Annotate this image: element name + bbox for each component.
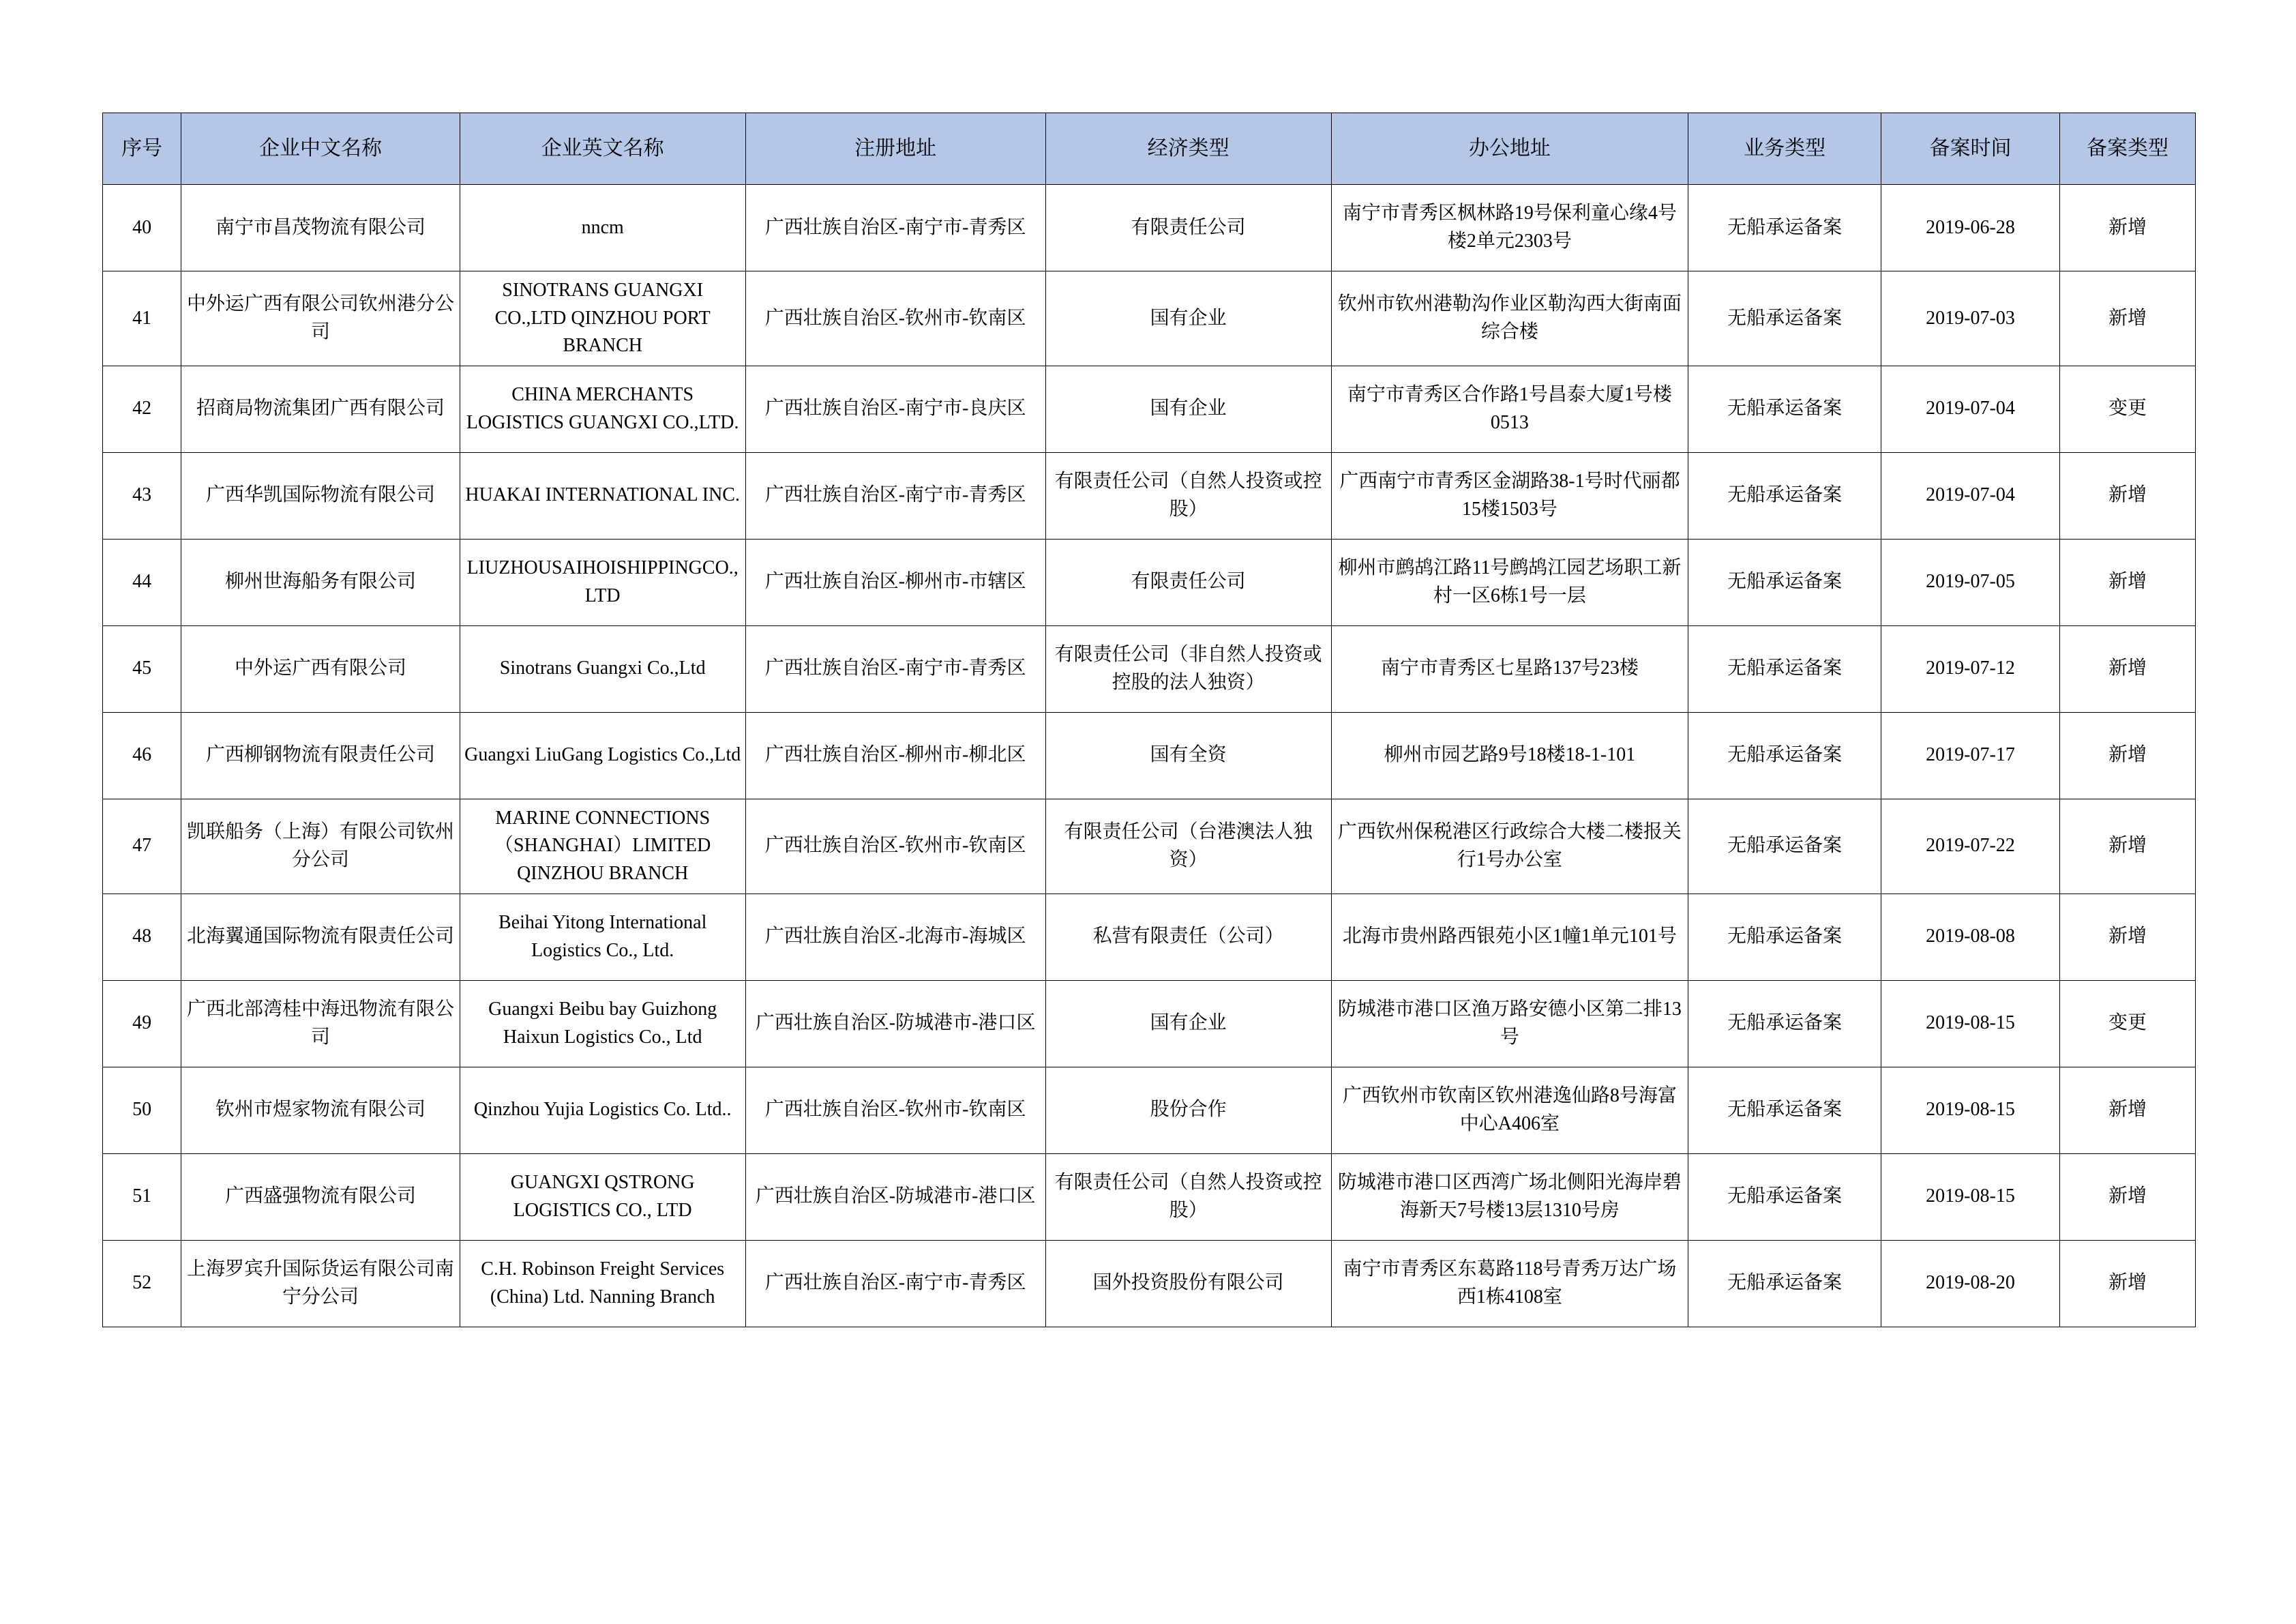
- table-row: [103, 452, 2196, 539]
- cell-economic-type: 有限责任公司: [1045, 539, 1331, 625]
- cell-record-type: 新增: [2059, 799, 2195, 894]
- cell-office-address: 防城港市港口区渔万路安德小区第二排13号: [1331, 980, 1688, 1067]
- table-row: [103, 185, 2196, 271]
- cell-index: 45: [103, 625, 181, 712]
- cell-cn-name: 南宁市昌茂物流有限公司: [181, 185, 460, 271]
- cell-index: 43: [103, 452, 181, 539]
- cell-office-address: 北海市贵州路西银苑小区1幢1单元101号: [1331, 894, 1688, 980]
- cell-office-address: 南宁市青秀区枫林路19号保利童心缘4号楼2单元2303号: [1331, 185, 1688, 271]
- cell-cn-name: 北海翼通国际物流有限责任公司: [181, 894, 460, 980]
- cell-business-type: 无船承运备案: [1688, 452, 1881, 539]
- column-header-en-name: 企业英文名称: [460, 113, 745, 185]
- cell-index: 47: [103, 799, 181, 894]
- table-row: [103, 894, 2196, 980]
- table-row: [103, 625, 2196, 712]
- cell-record-date: 2019-07-17: [1881, 712, 2060, 799]
- cell-cn-name: 上海罗宾升国际货运有限公司南宁分公司: [181, 1240, 460, 1327]
- table-row: [103, 366, 2196, 452]
- cell-business-type: 无船承运备案: [1688, 366, 1881, 452]
- table-row: [103, 539, 2196, 625]
- cell-record-date: 2019-08-20: [1881, 1240, 2060, 1327]
- cell-index: 40: [103, 185, 181, 271]
- table-row: [103, 712, 2196, 799]
- cell-business-type: 无船承运备案: [1688, 799, 1881, 894]
- cell-economic-type: 国外投资股份有限公司: [1045, 1240, 1331, 1327]
- cell-registered-address: 广西壮族自治区-南宁市-青秀区: [745, 625, 1045, 712]
- cell-registered-address: 广西壮族自治区-南宁市-良庆区: [745, 366, 1045, 452]
- column-header-record-date: 备案时间: [1881, 113, 2060, 185]
- cell-record-type: 变更: [2059, 980, 2195, 1067]
- table-row: [103, 271, 2196, 366]
- cell-office-address: 钦州市钦州港勒沟作业区勒沟西大街南面综合楼: [1331, 271, 1688, 366]
- column-header-registered-address: 注册地址: [745, 113, 1045, 185]
- cell-registered-address: 广西壮族自治区-钦州市-钦南区: [745, 1067, 1045, 1153]
- table-header: [103, 113, 2196, 185]
- cell-record-date: 2019-08-15: [1881, 1153, 2060, 1240]
- cell-economic-type: 国有企业: [1045, 271, 1331, 366]
- cell-record-type: 新增: [2059, 1153, 2195, 1240]
- cell-en-name: Qinzhou Yujia Logistics Co. Ltd..: [460, 1067, 745, 1153]
- cell-economic-type: 股份合作: [1045, 1067, 1331, 1153]
- cell-index: 46: [103, 712, 181, 799]
- cell-en-name: SINOTRANS GUANGXI CO.,LTD QINZHOU PORT BRANCH: [460, 271, 745, 366]
- cell-registered-address: 广西壮族自治区-柳州市-市辖区: [745, 539, 1045, 625]
- cell-economic-type: 有限责任公司: [1045, 185, 1331, 271]
- cell-record-type: 新增: [2059, 894, 2195, 980]
- cell-index: 48: [103, 894, 181, 980]
- cell-en-name: Guangxi LiuGang Logistics Co.,Ltd: [460, 712, 745, 799]
- cell-record-date: 2019-07-04: [1881, 452, 2060, 539]
- cell-record-type: 新增: [2059, 452, 2195, 539]
- cell-record-date: 2019-07-03: [1881, 271, 2060, 366]
- cell-economic-type: 国有全资: [1045, 712, 1331, 799]
- cell-cn-name: 凯联船务（上海）有限公司钦州分公司: [181, 799, 460, 894]
- cell-office-address: 柳州市鹧鸪江路11号鹧鸪江园艺场职工新村一区6栋1号一层: [1331, 539, 1688, 625]
- cell-record-date: 2019-07-05: [1881, 539, 2060, 625]
- cell-office-address: 南宁市青秀区东葛路118号青秀万达广场西1栋4108室: [1331, 1240, 1688, 1327]
- cell-cn-name: 招商局物流集团广西有限公司: [181, 366, 460, 452]
- cell-business-type: 无船承运备案: [1688, 1153, 1881, 1240]
- cell-business-type: 无船承运备案: [1688, 980, 1881, 1067]
- cell-office-address: 南宁市青秀区合作路1号昌泰大厦1号楼0513: [1331, 366, 1688, 452]
- table-header-row: [103, 113, 2196, 185]
- table-row: [103, 799, 2196, 894]
- table-row: [103, 1240, 2196, 1327]
- cell-en-name: Sinotrans Guangxi Co.,Ltd: [460, 625, 745, 712]
- cell-cn-name: 广西盛强物流有限公司: [181, 1153, 460, 1240]
- column-header-business-type: 业务类型: [1688, 113, 1881, 185]
- cell-record-type: 新增: [2059, 271, 2195, 366]
- cell-registered-address: 广西壮族自治区-南宁市-青秀区: [745, 1240, 1045, 1327]
- cell-business-type: 无船承运备案: [1688, 1240, 1881, 1327]
- cell-business-type: 无船承运备案: [1688, 894, 1881, 980]
- cell-record-type: 变更: [2059, 366, 2195, 452]
- cell-index: 49: [103, 980, 181, 1067]
- table-row: [103, 1153, 2196, 1240]
- cell-economic-type: 国有企业: [1045, 980, 1331, 1067]
- cell-record-type: 新增: [2059, 712, 2195, 799]
- cell-economic-type: 有限责任公司（非自然人投资或控股的法人独资）: [1045, 625, 1331, 712]
- cell-en-name: Beihai Yitong International Logistics Co., Ltd.: [460, 894, 745, 980]
- cell-economic-type: 有限责任公司（自然人投资或控股）: [1045, 452, 1331, 539]
- cell-index: 41: [103, 271, 181, 366]
- cell-record-date: 2019-06-28: [1881, 185, 2060, 271]
- cell-cn-name: 中外运广西有限公司: [181, 625, 460, 712]
- cell-cn-name: 柳州世海船务有限公司: [181, 539, 460, 625]
- cell-registered-address: 广西壮族自治区-南宁市-青秀区: [745, 452, 1045, 539]
- cell-en-name: MARINE CONNECTIONS（SHANGHAI）LIMITED QINZHOU BRANCH: [460, 799, 745, 894]
- cell-office-address: 防城港市港口区西湾广场北侧阳光海岸碧海新天7号楼13层1310号房: [1331, 1153, 1688, 1240]
- cell-office-address: 广西钦州市钦南区钦州港逸仙路8号海富中心A406室: [1331, 1067, 1688, 1153]
- cell-office-address: 柳州市园艺路9号18楼18-1-101: [1331, 712, 1688, 799]
- cell-cn-name: 钦州市煜家物流有限公司: [181, 1067, 460, 1153]
- table-row: [103, 1067, 2196, 1153]
- cell-en-name: LIUZHOUSAIHOISHIPPINGCO.,LTD: [460, 539, 745, 625]
- enterprise-record-table: [102, 113, 2196, 1327]
- cell-record-type: 新增: [2059, 539, 2195, 625]
- cell-office-address: 南宁市青秀区七星路137号23楼: [1331, 625, 1688, 712]
- cell-record-date: 2019-07-22: [1881, 799, 2060, 894]
- cell-en-name: Guangxi Beibu bay Guizhong Haixun Logistics Co., Ltd: [460, 980, 745, 1067]
- cell-index: 50: [103, 1067, 181, 1153]
- table-row: [103, 980, 2196, 1067]
- cell-record-type: 新增: [2059, 1067, 2195, 1153]
- cell-index: 44: [103, 539, 181, 625]
- cell-business-type: 无船承运备案: [1688, 271, 1881, 366]
- cell-en-name: C.H. Robinson Freight Services (China) Ltd. Nanning Branch: [460, 1240, 745, 1327]
- cell-record-date: 2019-07-12: [1881, 625, 2060, 712]
- cell-registered-address: 广西壮族自治区-柳州市-柳北区: [745, 712, 1045, 799]
- cell-registered-address: 广西壮族自治区-防城港市-港口区: [745, 980, 1045, 1067]
- cell-record-type: 新增: [2059, 185, 2195, 271]
- cell-record-type: 新增: [2059, 625, 2195, 712]
- cell-economic-type: 有限责任公司（自然人投资或控股）: [1045, 1153, 1331, 1240]
- cell-registered-address: 广西壮族自治区-北海市-海城区: [745, 894, 1045, 980]
- cell-business-type: 无船承运备案: [1688, 712, 1881, 799]
- cell-office-address: 广西南宁市青秀区金湖路38-1号时代丽都15楼1503号: [1331, 452, 1688, 539]
- cell-en-name: GUANGXI QSTRONG LOGISTICS CO., LTD: [460, 1153, 745, 1240]
- cell-en-name: nncm: [460, 185, 745, 271]
- cell-business-type: 无船承运备案: [1688, 185, 1881, 271]
- cell-en-name: CHINA MERCHANTS LOGISTICS GUANGXI CO.,LTD.: [460, 366, 745, 452]
- cell-economic-type: 国有企业: [1045, 366, 1331, 452]
- cell-registered-address: 广西壮族自治区-防城港市-港口区: [745, 1153, 1045, 1240]
- cell-record-date: 2019-08-15: [1881, 980, 2060, 1067]
- table-body: [103, 185, 2196, 1327]
- cell-business-type: 无船承运备案: [1688, 539, 1881, 625]
- cell-index: 42: [103, 366, 181, 452]
- cell-record-type: 新增: [2059, 1240, 2195, 1327]
- cell-index: 51: [103, 1153, 181, 1240]
- column-header-economic-type: 经济类型: [1045, 113, 1331, 185]
- cell-cn-name: 中外运广西有限公司钦州港分公司: [181, 271, 460, 366]
- column-header-cn-name: 企业中文名称: [181, 113, 460, 185]
- cell-registered-address: 广西壮族自治区-钦州市-钦南区: [745, 799, 1045, 894]
- cell-record-date: 2019-08-08: [1881, 894, 2060, 980]
- cell-en-name: HUAKAI INTERNATIONAL INC.: [460, 452, 745, 539]
- cell-economic-type: 私营有限责任（公司）: [1045, 894, 1331, 980]
- column-header-index: 序号: [103, 113, 181, 185]
- cell-cn-name: 广西柳钢物流有限责任公司: [181, 712, 460, 799]
- column-header-record-type: 备案类型: [2059, 113, 2195, 185]
- cell-business-type: 无船承运备案: [1688, 1067, 1881, 1153]
- cell-cn-name: 广西华凯国际物流有限公司: [181, 452, 460, 539]
- cell-office-address: 广西钦州保税港区行政综合大楼二楼报关行1号办公室: [1331, 799, 1688, 894]
- cell-index: 52: [103, 1240, 181, 1327]
- cell-registered-address: 广西壮族自治区-南宁市-青秀区: [745, 185, 1045, 271]
- cell-economic-type: 有限责任公司（台港澳法人独资）: [1045, 799, 1331, 894]
- cell-business-type: 无船承运备案: [1688, 625, 1881, 712]
- cell-registered-address: 广西壮族自治区-钦州市-钦南区: [745, 271, 1045, 366]
- column-header-office-address: 办公地址: [1331, 113, 1688, 185]
- cell-record-date: 2019-08-15: [1881, 1067, 2060, 1153]
- cell-cn-name: 广西北部湾桂中海迅物流有限公司: [181, 980, 460, 1067]
- cell-record-date: 2019-07-04: [1881, 366, 2060, 452]
